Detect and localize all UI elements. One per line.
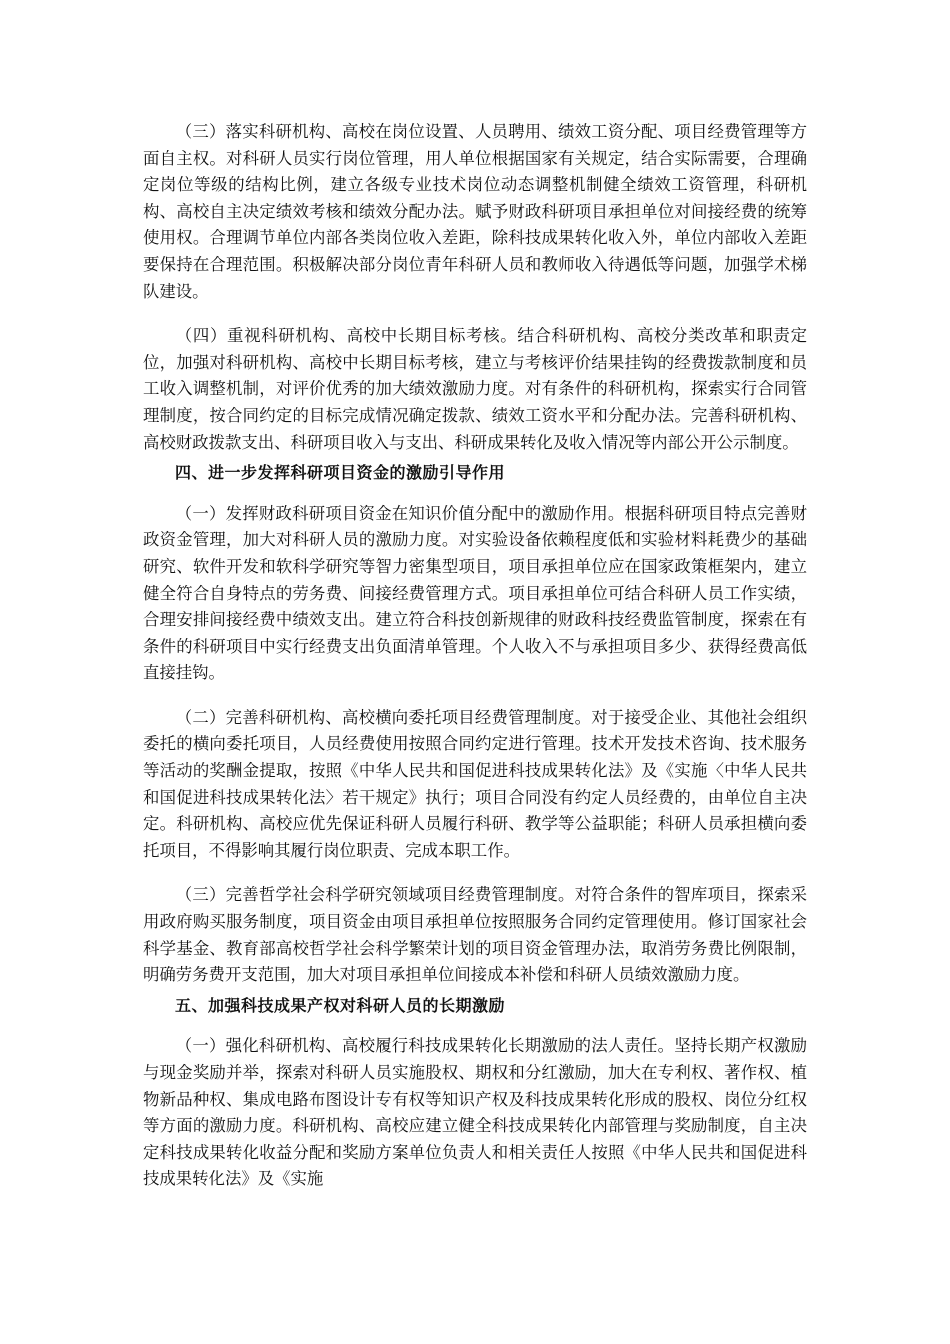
paragraph-4-1-project-funding: （一）发挥财政科研项目资金在知识价值分配中的激励作用。根据科研项目特点完善财政资金管理，加大对科研人员的激励力度。对实验设备依赖程度低和实验材料耗费少的基础研究、软件开发和软科学研究等智力密集型项目，项目承担单位应在国家政策框架内，建立健全符合自身特点的劳务费、间接经费管理方式。项目承担单位可结合科研人员工作实绩，合理安排间接经费中绩效支出。建立符合科技创新规律的财政科技经费监管制度，探索在有条件的科研项目中实行经费支出负面清单管理。个人收入不与承担项目多少、获得经费高低直接挂钩。	[143, 503, 807, 683]
section-heading-5: 五、加强科技成果产权对科研人员的长期激励	[175, 995, 506, 1015]
paragraph-4-3-social-sciences: （三）完善哲学社会科学研究领域项目经费管理制度。对符合条件的智库项目，探索采用政府购买服务制度，项目资金由项目承担单位按照服务合同约定管理使用。修订国家社会科学基金、教育部高校哲学社会科学繁荣计划的项目资金管理办法，取消劳务费比例限制，明确劳务费开支范围，加大对项目承担单位间接成本补偿和科研人员绩效激励力度。	[143, 885, 807, 985]
paragraph-3-4-long-term-assessment: （四）重视科研机构、高校中长期目标考核。结合科研机构、高校分类改革和职责定位，加强对科研机构、高校中长期目标考核，建立与考核评价结果挂钩的经费拨款制度和员工收入调整机制，对评价优秀的加大绩效激励力度。对有条件的科研机构，探索实行合同管理制度，按合同约定的目标完成情况确定拨款、绩效工资水平和分配办法。完善科研机构、高校财政拨款支出、科研项目收入与支出、科研成果转化及收入情况等内部公开公示制度。	[143, 326, 807, 452]
paragraph-3-3-autonomy: （三）落实科研机构、高校在岗位设置、人员聘用、绩效工资分配、项目经费管理等方面自主权。对科研人员实行岗位管理，用人单位根据国家有关规定，结合实际需要，合理确定岗位等级的结构比例，建立各级专业技术岗位动态调整机制健全绩效工资管理，科研机构、高校自主决定绩效考核和绩效分配办法。赋予财政科研项目承担单位对间接经费的统筹使用权。合理调节单位内部各类岗位收入差距，除科技成果转化收入外，单位内部收入差距要保持在合理范围。积极解决部分岗位青年科研人员和教师收入待遇低等问题，加强学术梯队建设。	[143, 122, 807, 301]
section-heading-4: 四、进一步发挥科研项目资金的激励引导作用	[175, 463, 506, 483]
document-page	[143, 119, 807, 1193]
paragraph-4-2-horizontal-projects: （二）完善科研机构、高校横向委托项目经费管理制度。对于接受企业、其他社会组织委托的横向委托项目，人员经费使用按照合同约定进行管理。技术开发技术咨询、技术服务等活动的奖酬金提取，按照《中华人民共和国促进科技成果转化法》及《实施〈中华人民共和国促进科技成果转化法〉若干规定》执行；项目合同没有约定人员经费的，由单位自主决定。科研机构、高校应优先保证科研人员履行科研、教学等公益职能；科研人员承担横向委托项目，不得影响其履行岗位职责、完成本职工作。	[143, 707, 807, 860]
paragraph-5-1-ip-incentives: （一）强化科研机构、高校履行科技成果转化长期激励的法人责任。坚持长期产权激励与现金奖励并举，探索对科研人员实施股权、期权和分红激励，加大在专利权、著作权、植物新品种权、集成电路布图设计专有权等知识产权及科技成果转化形成的股权、岗位分红权等方面的激励力度。科研机构、高校应建立健全科技成果转化内部管理与奖励制度，自主决定科技成果转化收益分配和奖励方案单位负责人和相关责任人按照《中华人民共和国促进科技成果转化法》及《实施	[143, 1036, 807, 1189]
